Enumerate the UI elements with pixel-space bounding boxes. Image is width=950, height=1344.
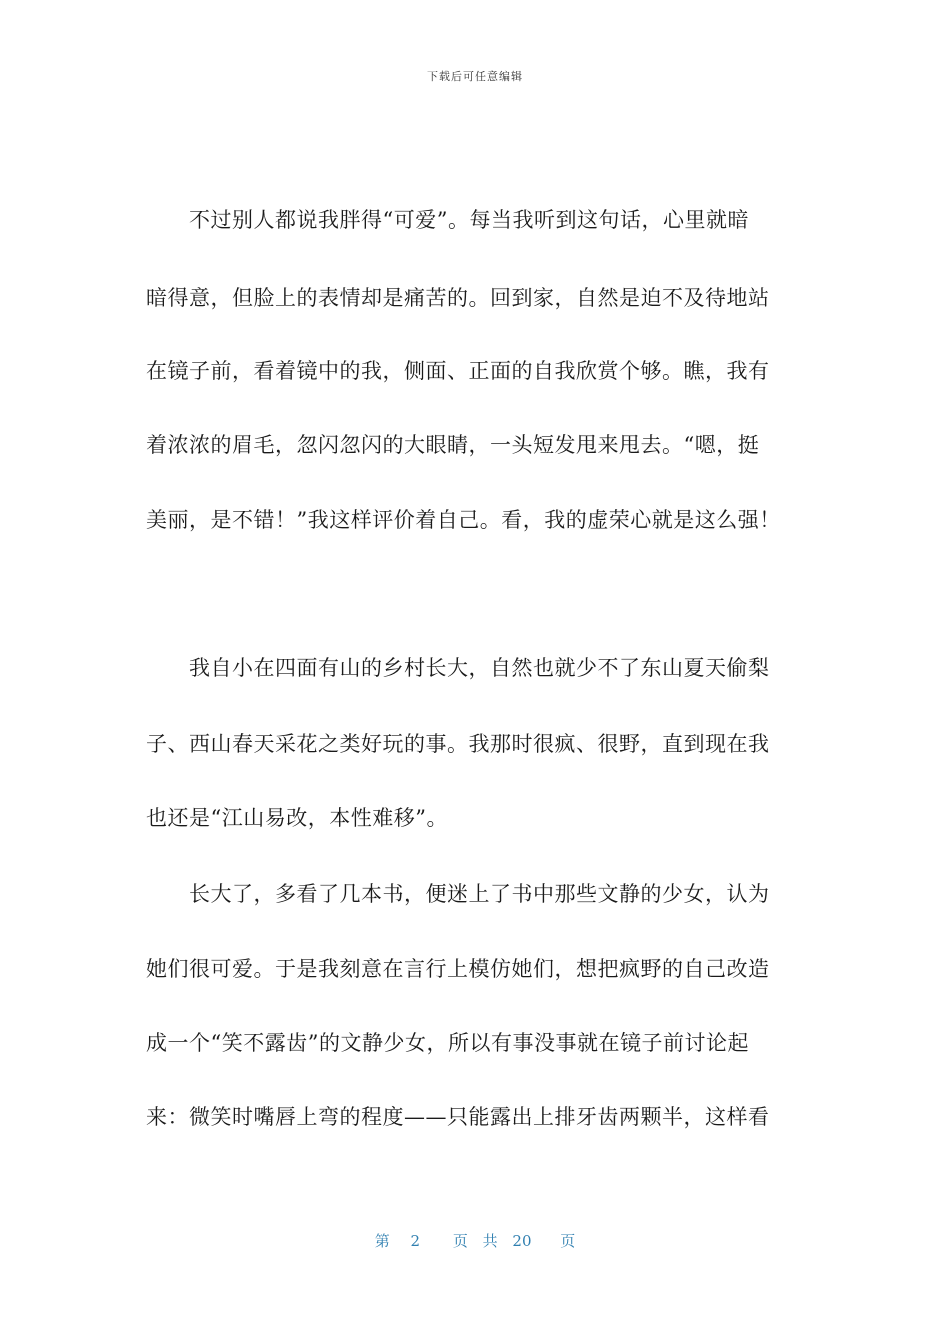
footer-suffix: 页 [560,1232,576,1250]
footer-page-label: 页 [452,1232,468,1250]
page-header: 下载后可任意编辑 [427,70,523,83]
text-line: 着浓浓的眉毛，忽闪忽闪的大眼睛，一头短发甩来甩去。“嗯，挺 [146,433,760,457]
footer-prefix: 第 [374,1232,390,1250]
text-line: 成一个“笑不露齿”的文静少女，所以有事没事就在镜子前讨论起 [146,1031,749,1055]
text-line: 我自小在四面有山的乡村长大，自然也就少不了东山夏天偷梨 [146,656,770,680]
text-line: 也还是“江山易改，本性难移”。 [146,806,448,830]
text-line: 暗得意，但脸上的表情却是痛苦的。回到家，自然是迫不及待地站 [146,286,770,310]
text-line: 她们很可爱。于是我刻意在言行上模仿她们，想把疯野的自己改造 [146,957,770,981]
footer-page-number: 2 [410,1232,421,1250]
text-line: 子、西山春天采花之类好玩的事。我那时很疯、很野，直到现在我 [146,732,770,756]
page-footer [0,1230,950,1251]
text-line: 美丽，是不错！”我这样评价着自己。看，我的虚荣心就是这么强！ [146,508,781,532]
text-line: 长大了，多看了几本书，便迷上了书中那些文静的少女，认为 [146,882,770,906]
text-line: 来：微笑时嘴唇上弯的程度——只能露出上排牙齿两颗半，这样看 [146,1105,770,1129]
footer-total-pages: 20 [512,1232,532,1250]
text-line: 在镜子前，看着镜中的我，侧面、正面的自我欣赏个够。瞧，我有 [146,359,770,383]
text-line: 不过别人都说我胖得“可爱”。每当我听到这句话，心里就暗 [146,208,749,232]
footer-total-prefix: 共 [482,1232,498,1250]
